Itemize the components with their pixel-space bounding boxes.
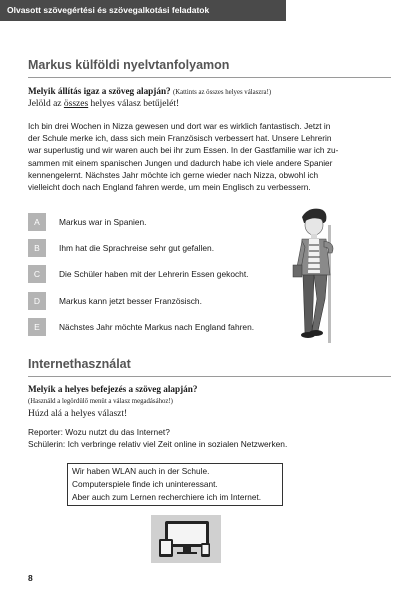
header-title: Olvasott szövegértési és szövegalkotási feladatok xyxy=(7,5,210,15)
option-b-text[interactable]: Ihm hat die Sprachreise sehr gut gefallen. xyxy=(59,243,215,253)
option-a[interactable] xyxy=(28,213,286,231)
markus-illustration xyxy=(288,207,354,343)
option-b-letter[interactable]: B xyxy=(28,239,46,257)
option-c[interactable] xyxy=(28,265,286,283)
question-2: Melyik a helyes befejezés a szöveg alapján? xyxy=(28,384,198,394)
section-divider xyxy=(28,77,391,78)
answer-choices-box[interactable] xyxy=(67,463,283,506)
dialog-line-reporter xyxy=(28,427,170,437)
paragraph-line: der Schule merke ich, dass sich mein Französisch verbessert hat. Unsere Lehrerin xyxy=(28,133,332,144)
section-title-markus: Markus külföldi nyelvtanfolyamon xyxy=(28,58,230,72)
reading-paragraph xyxy=(28,120,394,193)
paragraph-line: sammen mit einem spanischen Jungen und dadurch habe ich viele andere Spanier xyxy=(28,157,333,168)
option-c-letter[interactable]: C xyxy=(28,265,46,283)
instruction-1-after: helyes válasz betűjelét! xyxy=(90,99,180,109)
instruction-2: Húzd alá a helyes választ! xyxy=(28,409,128,419)
paragraph-line: kennengelernt. Nächstes Jahr möchte ich gerne wieder nach Nizza, obwohl ich xyxy=(28,169,319,180)
option-c-text[interactable]: Die Schüler haben mit der Lehrerin Essen gekocht. xyxy=(59,269,249,279)
option-e[interactable] xyxy=(28,318,286,336)
dialog-text: Ich verbringe relativ viel Zeit online in sozialen Netzwerken. xyxy=(67,439,288,449)
option-d[interactable] xyxy=(28,292,286,310)
question-1 xyxy=(28,86,271,96)
dialog-speaker: Schülerin: xyxy=(28,439,66,449)
paragraph-line: war superlustig und wir waren auch bei ihr zum Essen. In der Gastfamilie war ich zu- xyxy=(28,145,339,156)
option-e-text[interactable]: Nächstes Jahr möchte Markus nach England fahren. xyxy=(59,322,255,332)
question-1-hint: (Kattints az összes helyes válaszra!) xyxy=(172,89,272,96)
question-2-hint: (Használd a legördülő menüt a válasz megadásához!) xyxy=(28,398,173,405)
paragraph-line: Ich bin drei Wochen in Nizza gewesen und dort war es wirklich fantastisch. Jetzt in xyxy=(28,121,331,131)
option-d-letter[interactable]: D xyxy=(28,292,46,310)
paragraph-line: vielleicht doch nach England fahren werde, um mein Englisch zu verbessern. xyxy=(28,182,311,193)
option-d-text[interactable]: Markus kann jetzt besser Französisch. xyxy=(59,296,202,306)
dialog-text: Wozu nutzt du das Internet? xyxy=(65,427,170,437)
question-1-text: Melyik állítás igaz a szöveg alapján? xyxy=(28,86,171,96)
option-e-letter[interactable]: E xyxy=(28,318,46,336)
section-title-internet: Internethasználat xyxy=(28,357,131,371)
devices-icon xyxy=(151,515,221,563)
choice-option-3[interactable]: Aber auch zum Lernen recherchiere ich im Internet. xyxy=(72,492,262,502)
instruction-1 xyxy=(28,99,179,109)
option-a-letter[interactable]: A xyxy=(28,213,46,231)
dialog-speaker: Reporter: xyxy=(28,427,63,437)
option-b[interactable] xyxy=(28,239,286,257)
choice-option-2[interactable]: Computerspiele finde ich uninteressant. xyxy=(72,479,218,489)
dialog-line-student xyxy=(28,439,287,449)
devices-illustration xyxy=(151,515,221,563)
instruction-1-emph: összes xyxy=(63,99,89,109)
choice-option-1[interactable]: Wir haben WLAN auch in der Schule. xyxy=(72,466,210,476)
page-number: 8 xyxy=(28,573,33,583)
instruction-1-before: Jelöld az xyxy=(28,99,62,109)
header-bar xyxy=(0,0,286,21)
option-a-text[interactable]: Markus war in Spanien. xyxy=(59,217,147,227)
section-divider xyxy=(28,376,391,377)
